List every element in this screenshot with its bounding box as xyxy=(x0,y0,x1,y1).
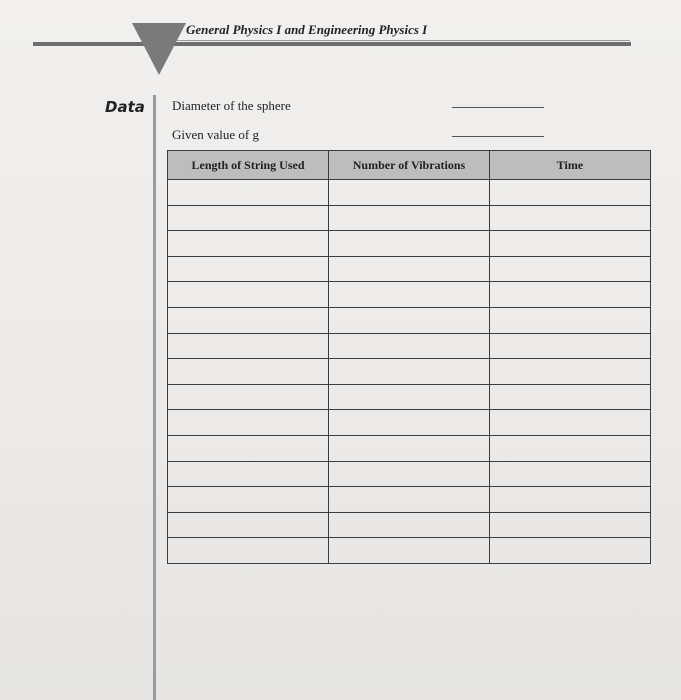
column-header-length: Length of String Used xyxy=(168,151,329,180)
table-row xyxy=(168,435,651,461)
table-cell[interactable] xyxy=(168,205,329,231)
table-cell[interactable] xyxy=(329,538,490,564)
table-cell[interactable] xyxy=(490,333,651,359)
table-cell[interactable] xyxy=(329,435,490,461)
table-row xyxy=(168,384,651,410)
table-row xyxy=(168,487,651,513)
header-rule-thin xyxy=(170,40,630,41)
table-cell[interactable] xyxy=(329,359,490,385)
diameter-blank-line[interactable] xyxy=(452,107,544,108)
table-cell[interactable] xyxy=(168,307,329,333)
g-value-blank-line[interactable] xyxy=(452,136,544,137)
table-row xyxy=(168,461,651,487)
table-cell[interactable] xyxy=(329,461,490,487)
table-cell[interactable] xyxy=(329,282,490,308)
table-cell[interactable] xyxy=(490,538,651,564)
table-row xyxy=(168,205,651,231)
table-cell[interactable] xyxy=(490,180,651,206)
table-body xyxy=(168,180,651,564)
table-cell[interactable] xyxy=(490,307,651,333)
table-cell[interactable] xyxy=(329,333,490,359)
table-cell[interactable] xyxy=(490,487,651,513)
table-cell[interactable] xyxy=(490,384,651,410)
table-row xyxy=(168,307,651,333)
table-header-row xyxy=(168,151,651,180)
table-cell[interactable] xyxy=(490,205,651,231)
table-cell[interactable] xyxy=(490,282,651,308)
table-cell[interactable] xyxy=(329,410,490,436)
header-triangle-marker xyxy=(132,23,186,75)
table-row xyxy=(168,180,651,206)
field-label-g: Given value of g xyxy=(172,127,260,142)
table-cell[interactable] xyxy=(168,256,329,282)
table-cell[interactable] xyxy=(329,487,490,513)
table-cell[interactable] xyxy=(329,205,490,231)
header-rule xyxy=(33,42,631,46)
table-cell[interactable] xyxy=(168,282,329,308)
table-row xyxy=(168,231,651,257)
table-cell[interactable] xyxy=(168,231,329,257)
column-header-vibrations: Number of Vibrations xyxy=(329,151,490,180)
table-cell[interactable] xyxy=(168,461,329,487)
table-cell[interactable] xyxy=(168,359,329,385)
field-label-diameter: Diameter of the sphere xyxy=(172,98,291,113)
section-label-data: Data xyxy=(105,98,145,116)
data-table xyxy=(167,150,651,564)
table-cell[interactable] xyxy=(490,256,651,282)
table-row xyxy=(168,333,651,359)
table-cell[interactable] xyxy=(490,231,651,257)
table-cell[interactable] xyxy=(329,512,490,538)
table-cell[interactable] xyxy=(329,180,490,206)
table-cell[interactable] xyxy=(168,538,329,564)
table-row xyxy=(168,359,651,385)
table-cell[interactable] xyxy=(490,410,651,436)
table-cell[interactable] xyxy=(329,231,490,257)
table-cell[interactable] xyxy=(168,435,329,461)
table-cell[interactable] xyxy=(168,512,329,538)
table-row xyxy=(168,282,651,308)
table-cell[interactable] xyxy=(329,307,490,333)
table-cell[interactable] xyxy=(490,435,651,461)
table-cell[interactable] xyxy=(168,487,329,513)
table-row xyxy=(168,538,651,564)
column-header-time: Time xyxy=(490,151,651,180)
table-cell[interactable] xyxy=(168,333,329,359)
table-cell[interactable] xyxy=(168,384,329,410)
table-cell[interactable] xyxy=(490,461,651,487)
section-divider xyxy=(153,95,156,700)
table-cell[interactable] xyxy=(329,384,490,410)
table-row xyxy=(168,410,651,436)
table-row xyxy=(168,512,651,538)
table-cell[interactable] xyxy=(490,512,651,538)
table-cell[interactable] xyxy=(329,256,490,282)
table-cell[interactable] xyxy=(168,180,329,206)
table-cell[interactable] xyxy=(490,359,651,385)
page-title: General Physics I and Engineering Physics I xyxy=(186,22,428,37)
table-cell[interactable] xyxy=(168,410,329,436)
table-row xyxy=(168,256,651,282)
